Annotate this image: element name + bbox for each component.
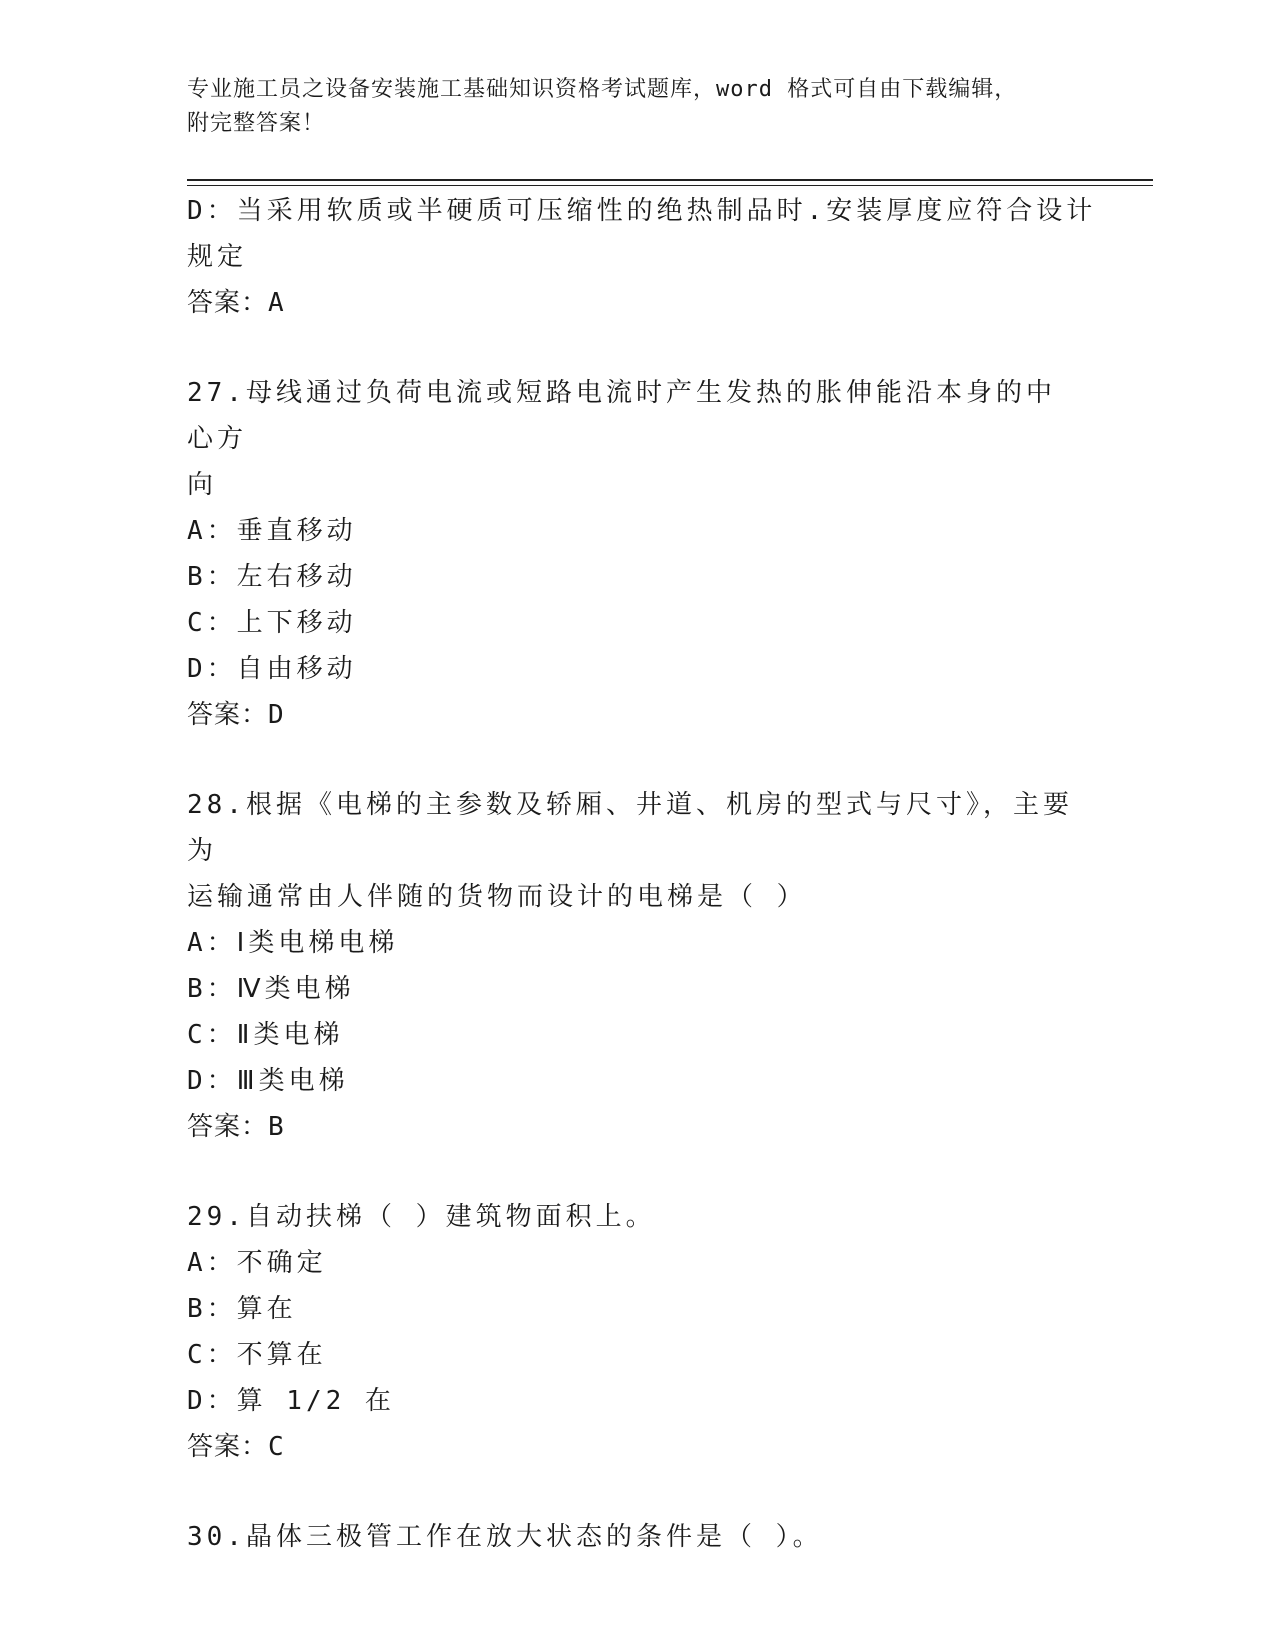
answer-value: A (268, 288, 285, 318)
option-d: D：当采用软质或半硬质可压缩性的绝热制品时.安装厚度应符合设计 (187, 196, 1097, 226)
answer-label: 答案： (187, 288, 269, 318)
option-d: D：算 1/2 在 (187, 1386, 395, 1416)
header-line-1: 专业施工员之设备安装施工基础知识资格考试题库，word 格式可自由下载编辑， (187, 77, 1018, 102)
question-stem: 28.根据《电梯的主参数及轿厢、井道、机房的型式与尺寸》，主要为 (187, 790, 1073, 866)
option-b: B：算在 (187, 1294, 297, 1324)
option-d-continued: 规定 (187, 242, 248, 272)
option-d: D：Ⅲ类电梯 (187, 1066, 349, 1096)
question-29 (187, 1194, 1077, 1470)
option-a: A：Ⅰ类电梯电梯 (187, 928, 399, 958)
question-30 (187, 1514, 1077, 1560)
option-b: B：Ⅳ类电梯 (187, 974, 355, 1004)
answer-line (187, 1424, 1077, 1470)
question-stem: 29.自动扶梯（ ）建筑物面积上。 (187, 1202, 656, 1232)
question-stem: 30.晶体三极管工作在放大状态的条件是（ ）。 (187, 1522, 823, 1552)
question-stem: 27.母线通过负荷电流或短路电流时产生发热的胀伸能沿本身的中心方 (187, 378, 1056, 454)
header-divider-thin (187, 185, 1153, 186)
answer-label: 答案： (187, 1112, 269, 1142)
answer-value: D (268, 700, 285, 730)
question-28 (187, 782, 1077, 1150)
document-header (187, 73, 1087, 141)
question-stem-continued: 向 (187, 470, 218, 500)
option-c: C：不算在 (187, 1340, 327, 1370)
option-a: A：不确定 (187, 1248, 327, 1278)
answer-value: B (268, 1112, 285, 1142)
option-b: B：左右移动 (187, 562, 357, 592)
answer-line (187, 280, 1077, 326)
question-list (187, 188, 1097, 1560)
answer-label: 答案： (187, 700, 269, 730)
question-27 (187, 370, 1077, 738)
option-c: C：Ⅱ类电梯 (187, 1020, 344, 1050)
header-line-2: 附完整答案！ (187, 111, 326, 136)
answer-label: 答案： (187, 1432, 269, 1462)
answer-line (187, 692, 1077, 738)
question-stem-continued: 运输通常由人伴随的货物而设计的电梯是（ ） (187, 882, 807, 912)
header-divider-thick (187, 179, 1153, 181)
option-c: C：上下移动 (187, 608, 357, 638)
option-a: A：垂直移动 (187, 516, 357, 546)
carryover-block (187, 188, 1097, 326)
option-d: D：自由移动 (187, 654, 357, 684)
answer-value: C (268, 1432, 285, 1462)
answer-line (187, 1104, 1077, 1150)
